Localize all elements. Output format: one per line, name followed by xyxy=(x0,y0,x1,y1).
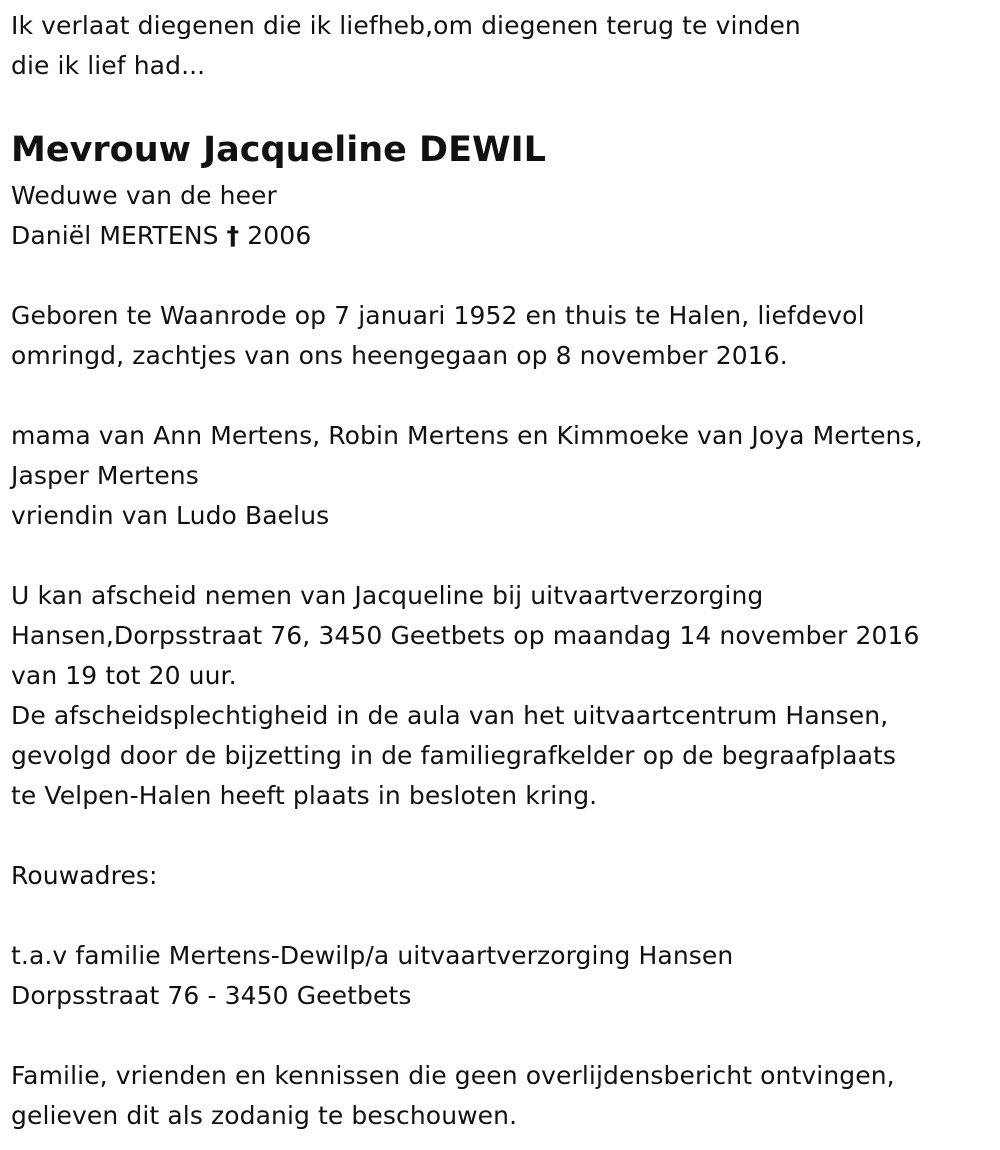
address-label: Rouwadres: xyxy=(11,861,158,890)
motto xyxy=(11,6,991,86)
paragraph-line: Geboren te Waanrode op 7 januari 1952 en thuis te Halen, liefdevol xyxy=(11,301,865,330)
paragraph-line: U kan afscheid nemen van Jacqueline bij uitvaartverzorging xyxy=(11,581,764,610)
widow-of-label: Weduwe van de heer xyxy=(11,181,277,210)
birth-death-paragraph xyxy=(11,296,991,376)
paragraph-line: gelieven dit als zodanig te beschouwen. xyxy=(11,1101,518,1130)
family-paragraph xyxy=(11,416,991,536)
paragraph-line: Hansen,Dorpsstraat 76, 3450 Geetbets op maandag 14 november 2016 xyxy=(11,621,920,650)
death-notice xyxy=(11,6,991,1136)
closing-paragraph xyxy=(11,1056,991,1136)
farewell-paragraph xyxy=(11,576,991,816)
paragraph-line: van 19 tot 20 uur. xyxy=(11,661,237,690)
motto-line: die ik lief had... xyxy=(11,51,206,80)
cross-icon: † xyxy=(226,221,240,250)
paragraph-line: te Velpen-Halen heeft plaats in besloten kring. xyxy=(11,781,598,810)
address-block xyxy=(11,936,991,1016)
address-line: t.a.v familie Mertens-Dewilp/a uitvaartverzorging Hansen xyxy=(11,941,734,970)
spouse-line xyxy=(11,216,991,256)
paragraph-line: Familie, vrienden en kennissen die geen overlijdensbericht ontvingen, xyxy=(11,1061,895,1090)
address-line: Dorpsstraat 76 - 3450 Geetbets xyxy=(11,981,412,1010)
spouse-name: Daniël MERTENS xyxy=(11,221,219,250)
spouse-info xyxy=(11,176,991,256)
motto-line: Ik verlaat diegenen die ik liefheb,om diegenen terug te vinden xyxy=(11,11,801,40)
deceased-name: Mevrouw Jacqueline DEWIL xyxy=(11,130,546,170)
paragraph-line: mama van Ann Mertens, Robin Mertens en Kimmoeke van Joya Mertens, xyxy=(11,421,923,450)
paragraph-line: omringd, zachtjes van ons heengegaan op 8 november 2016. xyxy=(11,341,788,370)
paragraph-line: De afscheidsplechtigheid in de aula van het uitvaartcentrum Hansen, xyxy=(11,701,889,730)
paragraph-line: Jasper Mertens xyxy=(11,461,199,490)
paragraph-line: gevolgd door de bijzetting in de familiegrafkelder op de begraafplaats xyxy=(11,741,897,770)
spouse-death-year: 2006 xyxy=(247,221,312,250)
paragraph-line: vriendin van Ludo Baelus xyxy=(11,501,330,530)
